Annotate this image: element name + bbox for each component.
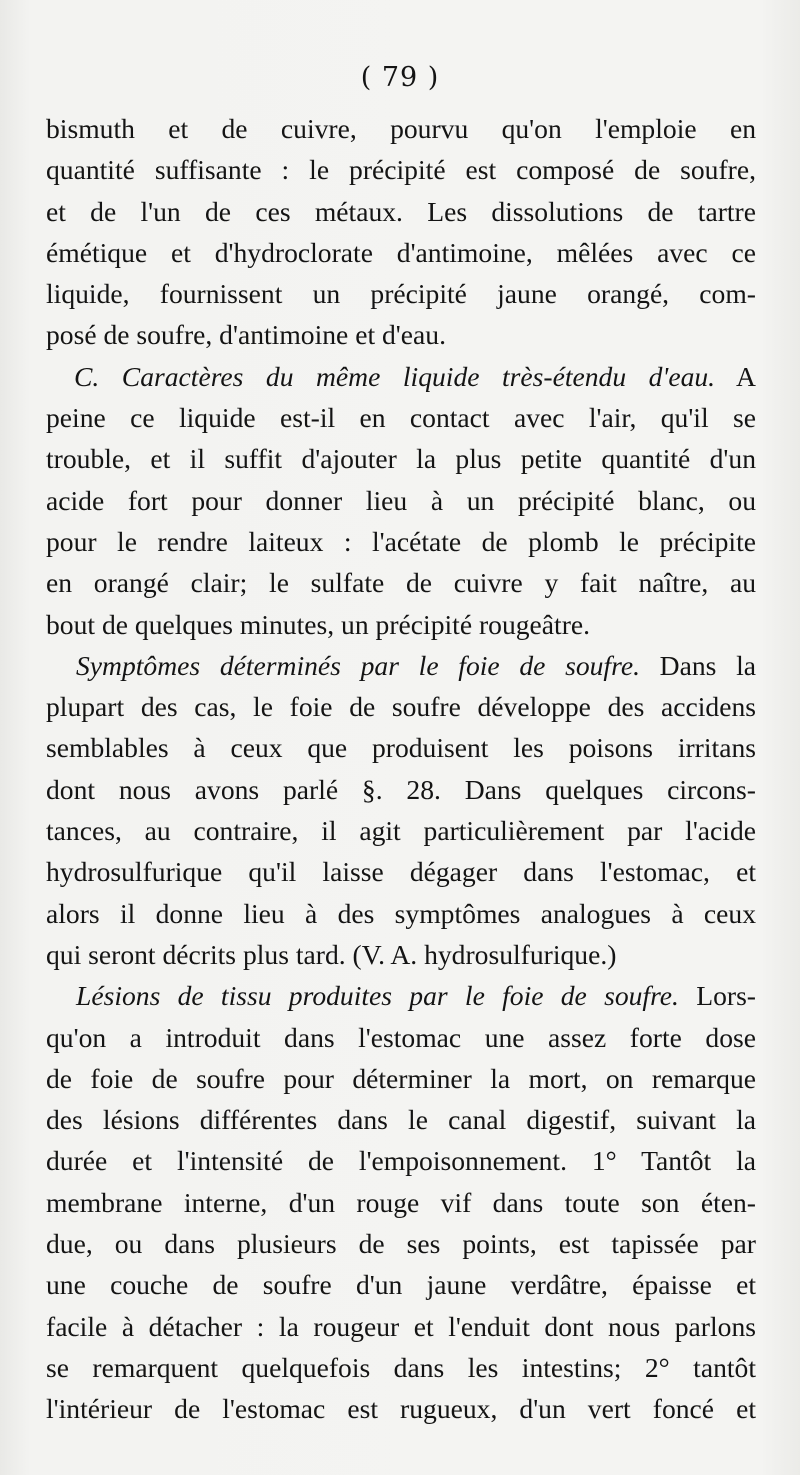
text-line: acide fort pour donner lieu à un précipité blanc, ou <box>46 484 756 516</box>
text-line: facile à détacher : la rougeur et l'enduit dont nous parlons <box>46 1310 756 1342</box>
text-line: émétique et d'hydroclorate d'antimoine, mêlées avec ce <box>46 236 756 268</box>
text-line: bismuth et de cuivre, pourvu qu'on l'emploie en <box>46 113 756 144</box>
text-line: membrane interne, d'un rouge vif dans toute son éten- <box>46 1186 756 1218</box>
text-line: quantité suffisante : le précipité est composé de soufre, <box>46 154 756 186</box>
page-body-text <box>46 108 756 1430</box>
page-number: ( 79 ) <box>360 62 440 93</box>
text-line: dont nous avons parlé §. 28. Dans quelques circons- <box>46 773 756 805</box>
paragraph-heading-line: Lésions de tissu produites par le foie de soufre. Lors- <box>76 980 756 1012</box>
paragraph-heading-line: C. Caractères du même liquide très-étendu d'eau. A <box>74 360 756 392</box>
text-line: posé de soufre, d'antimoine et d'eau. <box>46 319 446 351</box>
text-line: liquide, fournissent un précipité jaune orangé, com- <box>46 278 756 310</box>
text-line: qui seront décrits plus tard. (V. A. hydrosulfurique.) <box>46 938 617 970</box>
text-line: peine ce liquide est-il en contact avec l'air, qu'il se <box>46 402 756 434</box>
text-line: qu'on a introduit dans l'estomac une assez forte dose <box>46 1021 756 1053</box>
text-line: hydrosulfurique qu'il laisse dégager dans l'estomac, et <box>46 856 756 888</box>
text-line: se remarquent quelquefois dans les intestins; 2° tantôt <box>46 1351 756 1383</box>
text-line: des lésions différentes dans le canal digestif, suivant la <box>46 1104 756 1136</box>
italic-heading: Symptômes déterminés par le foie de soufre. <box>76 649 640 681</box>
italic-heading: Lésions de tissu produites par le foie de soufre. <box>76 980 679 1012</box>
text-line: l'intérieur de l'estomac est rugueux, d'un vert foncé et <box>46 1393 756 1425</box>
paragraph-heading-line: Symptômes déterminés par le foie de soufre. Dans la <box>76 649 756 681</box>
text-line: pour le rendre laiteux : l'acétate de plomb le précipite <box>46 525 756 557</box>
text-line: plupart des cas, le foie de soufre développe des accidens <box>46 691 756 723</box>
text-line: et de l'un de ces métaux. Les dissolutions de tartre <box>46 195 756 227</box>
text-line: de foie de soufre pour déterminer la mort, on remarque <box>46 1062 756 1094</box>
italic-heading: C. Caractères du même liquide très-étendu d'eau. <box>74 360 716 392</box>
text-line: semblables à ceux que produisent les poisons irritans <box>46 732 756 764</box>
text-line: en orangé clair; le sulfate de cuivre y fait naître, au <box>46 567 756 599</box>
text-line: trouble, et il suffit d'ajouter la plus petite quantité d'un <box>46 443 756 475</box>
text-line: une couche de soufre d'un jaune verdâtre, épaisse et <box>46 1269 756 1301</box>
text-line: tances, au contraire, il agit particulièrement par l'acide <box>46 815 756 847</box>
text-line: durée et l'intensité de l'empoisonnement. 1° Tantôt la <box>46 1145 756 1177</box>
text-line: due, ou dans plusieurs de ses points, est tapissée par <box>46 1228 756 1260</box>
text-line: alors il donne lieu à des symptômes analogues à ceux <box>46 897 756 929</box>
text-line: bout de quelques minutes, un précipité rougeâtre. <box>46 608 591 640</box>
